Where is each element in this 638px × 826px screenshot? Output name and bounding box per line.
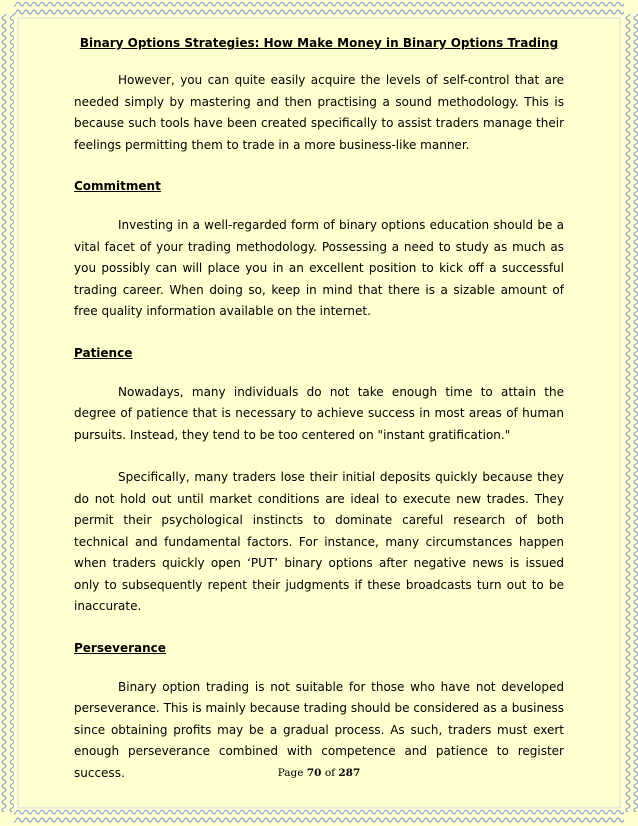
footer-of: of xyxy=(324,767,336,779)
heading-perseverance: Perseverance xyxy=(74,640,166,655)
heading-commitment: Commitment xyxy=(74,179,161,193)
perseverance-paragraph: Binary option trading is not suitable for those who have not developed perseverance. This is mainly because trading should be considered as a business since obtaining profits may be a gradual process. As such, traders must exert enough perseverance combined with competence and patience to register success. xyxy=(74,679,564,780)
heading-patience: Patience xyxy=(74,345,133,360)
document-body xyxy=(74,36,564,784)
intro-paragraph: However, you can quite easily acquire the levels of self-control that are needed simply by mastering and then practising a sound methodology. This is because such tools have been created specifically to assist traders manage their feelings permitting them to trade in a more business-like manner. xyxy=(74,73,564,152)
commitment-paragraph: Investing in a well-regarded form of binary options education should be a vital facet of your trading methodology. Possessing a need to study as much as you possibly can will place you in an excellent position to kick off a successful trading career. When doing so, keep in mind that there is a sizable amount of free quality information available on the internet. xyxy=(74,218,564,318)
page-title: Binary Options Strategies: How Make Money in Binary Options Trading xyxy=(79,36,559,50)
footer-prefix: Page xyxy=(277,767,304,779)
patience-paragraph-2: Specifically, many traders lose their initial deposits quickly because they do not hold out until market conditions are ideal to execute new trades. They permit their psychological instincts to dominate careful research of both technical and fundamental factors. For instance, many circumstances happen when traders quickly open ‘PUT’ binary options after negative news is issued only to subsequently repent their judgments if these broadcasts turn out to be inaccurate. xyxy=(74,470,564,613)
total-pages: 287 xyxy=(338,767,361,779)
current-page-number: 70 xyxy=(306,767,322,779)
patience-paragraph-1: Nowadays, many individuals do not take enough time to attain the degree of patience that is necessary to achieve success in most areas of human pursuits. Instead, they tend to be too centered on "instant gratification." xyxy=(74,384,564,442)
page-footer xyxy=(0,767,638,779)
